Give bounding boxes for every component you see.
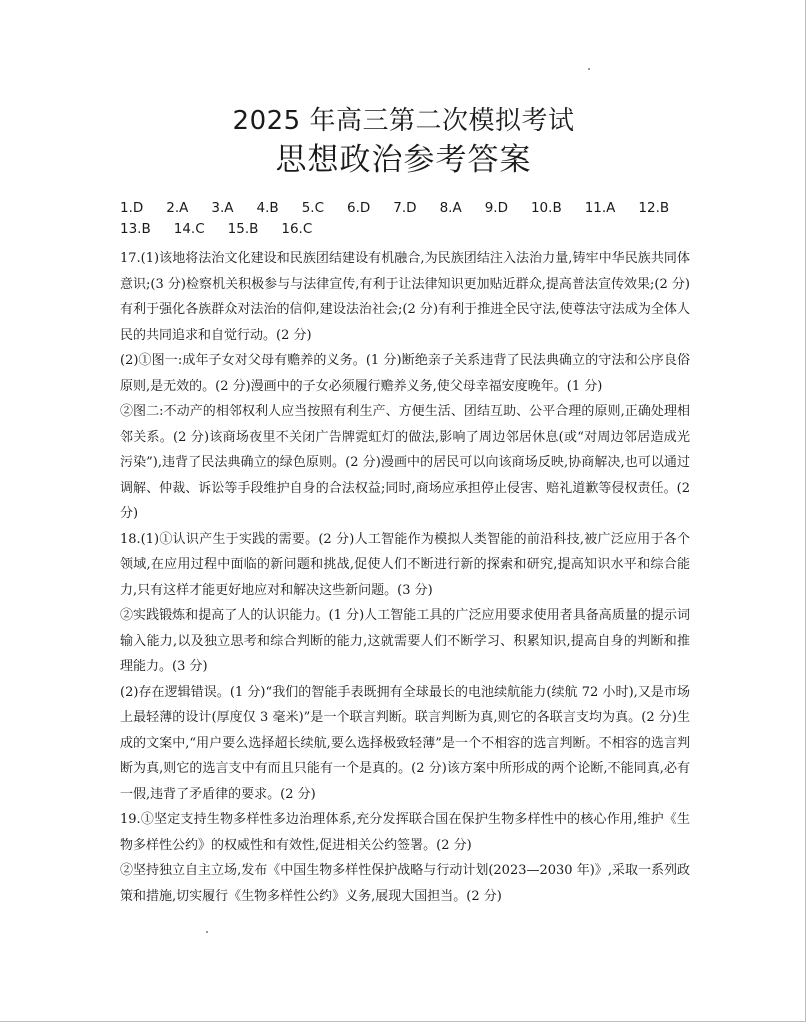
mc-answer: 13.B <box>120 221 151 237</box>
answer-paragraph-17-1: 17.(1)该地将法治文化建设和民族团结建设有机融合,为民族团结注入法治力量,铸牢中华民族共同体意识;(3 分)检察机关积极参与与法律宣传,有利于让法律知识更加贴近群众,提高普法宣传效果;(2 分)有利于强化各族群众对法治的信仰,建设法治社会;(2 分)有利于推进全民守法,使尊法守法成为全体人民的共同追求和自觉行动。(2 分) <box>120 251 690 343</box>
answer-body <box>120 246 690 909</box>
mc-answer: 4.B <box>256 200 279 216</box>
answer-paragraph-19-a: 19.①坚定支持生物多样性多边治理体系,充分发挥联合国在保护生物多样性中的核心作用,维护《生物多样性公约》的权威性和有效性,促进相关公约签署。(2 分) <box>120 812 690 853</box>
scan-speck <box>206 931 208 933</box>
mc-answer: 7.D <box>393 200 417 216</box>
answer-paragraph-17-2-figure2: ②图二:不动产的相邻权利人应当按照有利生产、方便生活、团结互助、公平合理的原则,正确处理相邻关系。(2 分)该商场夜里不关闭广告牌霓虹灯的做法,影响了周边邻居休息(或“对周边邻居造成光污染”),违背了民法典确立的绿色原则。(2 分)漫画中的居民可以向该商场反映,协商解决,也可以通过调解、仲裁、诉讼等手段维护自身的合法权益;同时,商场应承担停止侵害、赔礼道歉等侵权责任。(2 分) <box>120 404 690 521</box>
mc-answer: 2.A <box>166 200 189 216</box>
mc-answer: 16.C <box>281 221 313 237</box>
mc-answer: 5.C <box>301 200 324 216</box>
mc-answer: 1.D <box>120 200 144 216</box>
mc-answer: 12.B <box>638 200 670 216</box>
mc-answer: 11.A <box>584 200 616 216</box>
mc-answer: 6.D <box>347 200 371 216</box>
scan-speck <box>588 68 590 70</box>
answer-paragraph-17-2-figure1: (2)①图一:成年子女对父母有赡养的义务。(1 分)断绝亲子关系违背了民法典确立的守法和公序良俗原则,是无效的。(2 分)漫画中的子女必须履行赡养义务,使父母幸福安度晚年。(1 分) <box>120 353 690 394</box>
mc-answer: 14.C <box>173 221 205 237</box>
mc-answer: 9.D <box>484 200 508 216</box>
answer-paragraph-18-2: (2)存在逻辑错误。(1 分)“我们的智能手表既拥有全球最长的电池续航能力(续航 72 小时),又是市场上最轻薄的设计(厚度仅 3 毫米)”是一个联言判断。联言判断为真,则它的各联言支均为真。(2 分)生成的文案中,“用户要么选择超长续航,要么选择极致轻薄”是一个不相容的选言判断。不相容的选言判断为真,则它的选言支中有而且只能有一个是真的。(2 分)该方案中所形成的两个论断,不能同真,必有一假,违背了矛盾律的要求。(2 分) <box>120 684 690 802</box>
document-subtitle: 思想政治参考答案 <box>275 142 532 178</box>
answer-paragraph-19-b: ②坚持独立自主立场,发布《中国生物多样性保护战略与行动计划(2023—2030 年)》,采取一系列政策和措施,切实履行《生物多样性公约》义务,展现大国担当。(2 分) <box>120 863 690 904</box>
multiple-choice-answers <box>120 198 700 240</box>
mc-answer: 3.A <box>211 200 234 216</box>
mc-answer: 8.A <box>439 200 462 216</box>
answer-paragraph-18-1-b: ②实践锻炼和提高了人的认识能力。(1 分)人工智能工具的广泛应用要求使用者具备高质量的提示词输入能力,以及独立思考和综合判断的能力,这就需要人们不断学习、积累知识,提高自身的判断和推理能力。(3 分) <box>120 608 690 674</box>
answer-paragraph-18-1-a: 18.(1)①认识产生于实践的需要。(2 分)人工智能作为模拟人类智能的前沿科技,被广泛应用于各个领域,在应用过程中面临的新问题和挑战,促使人们不断进行新的探索和研究,提高知识水平和综合能力,只有这样才能更好地应对和解决这些新问题。(3 分) <box>120 531 690 598</box>
document-title: 2025 年高三第二次模拟考试 <box>232 106 575 136</box>
mc-answer: 10.B <box>530 200 562 216</box>
mc-answer: 15.B <box>227 221 259 237</box>
